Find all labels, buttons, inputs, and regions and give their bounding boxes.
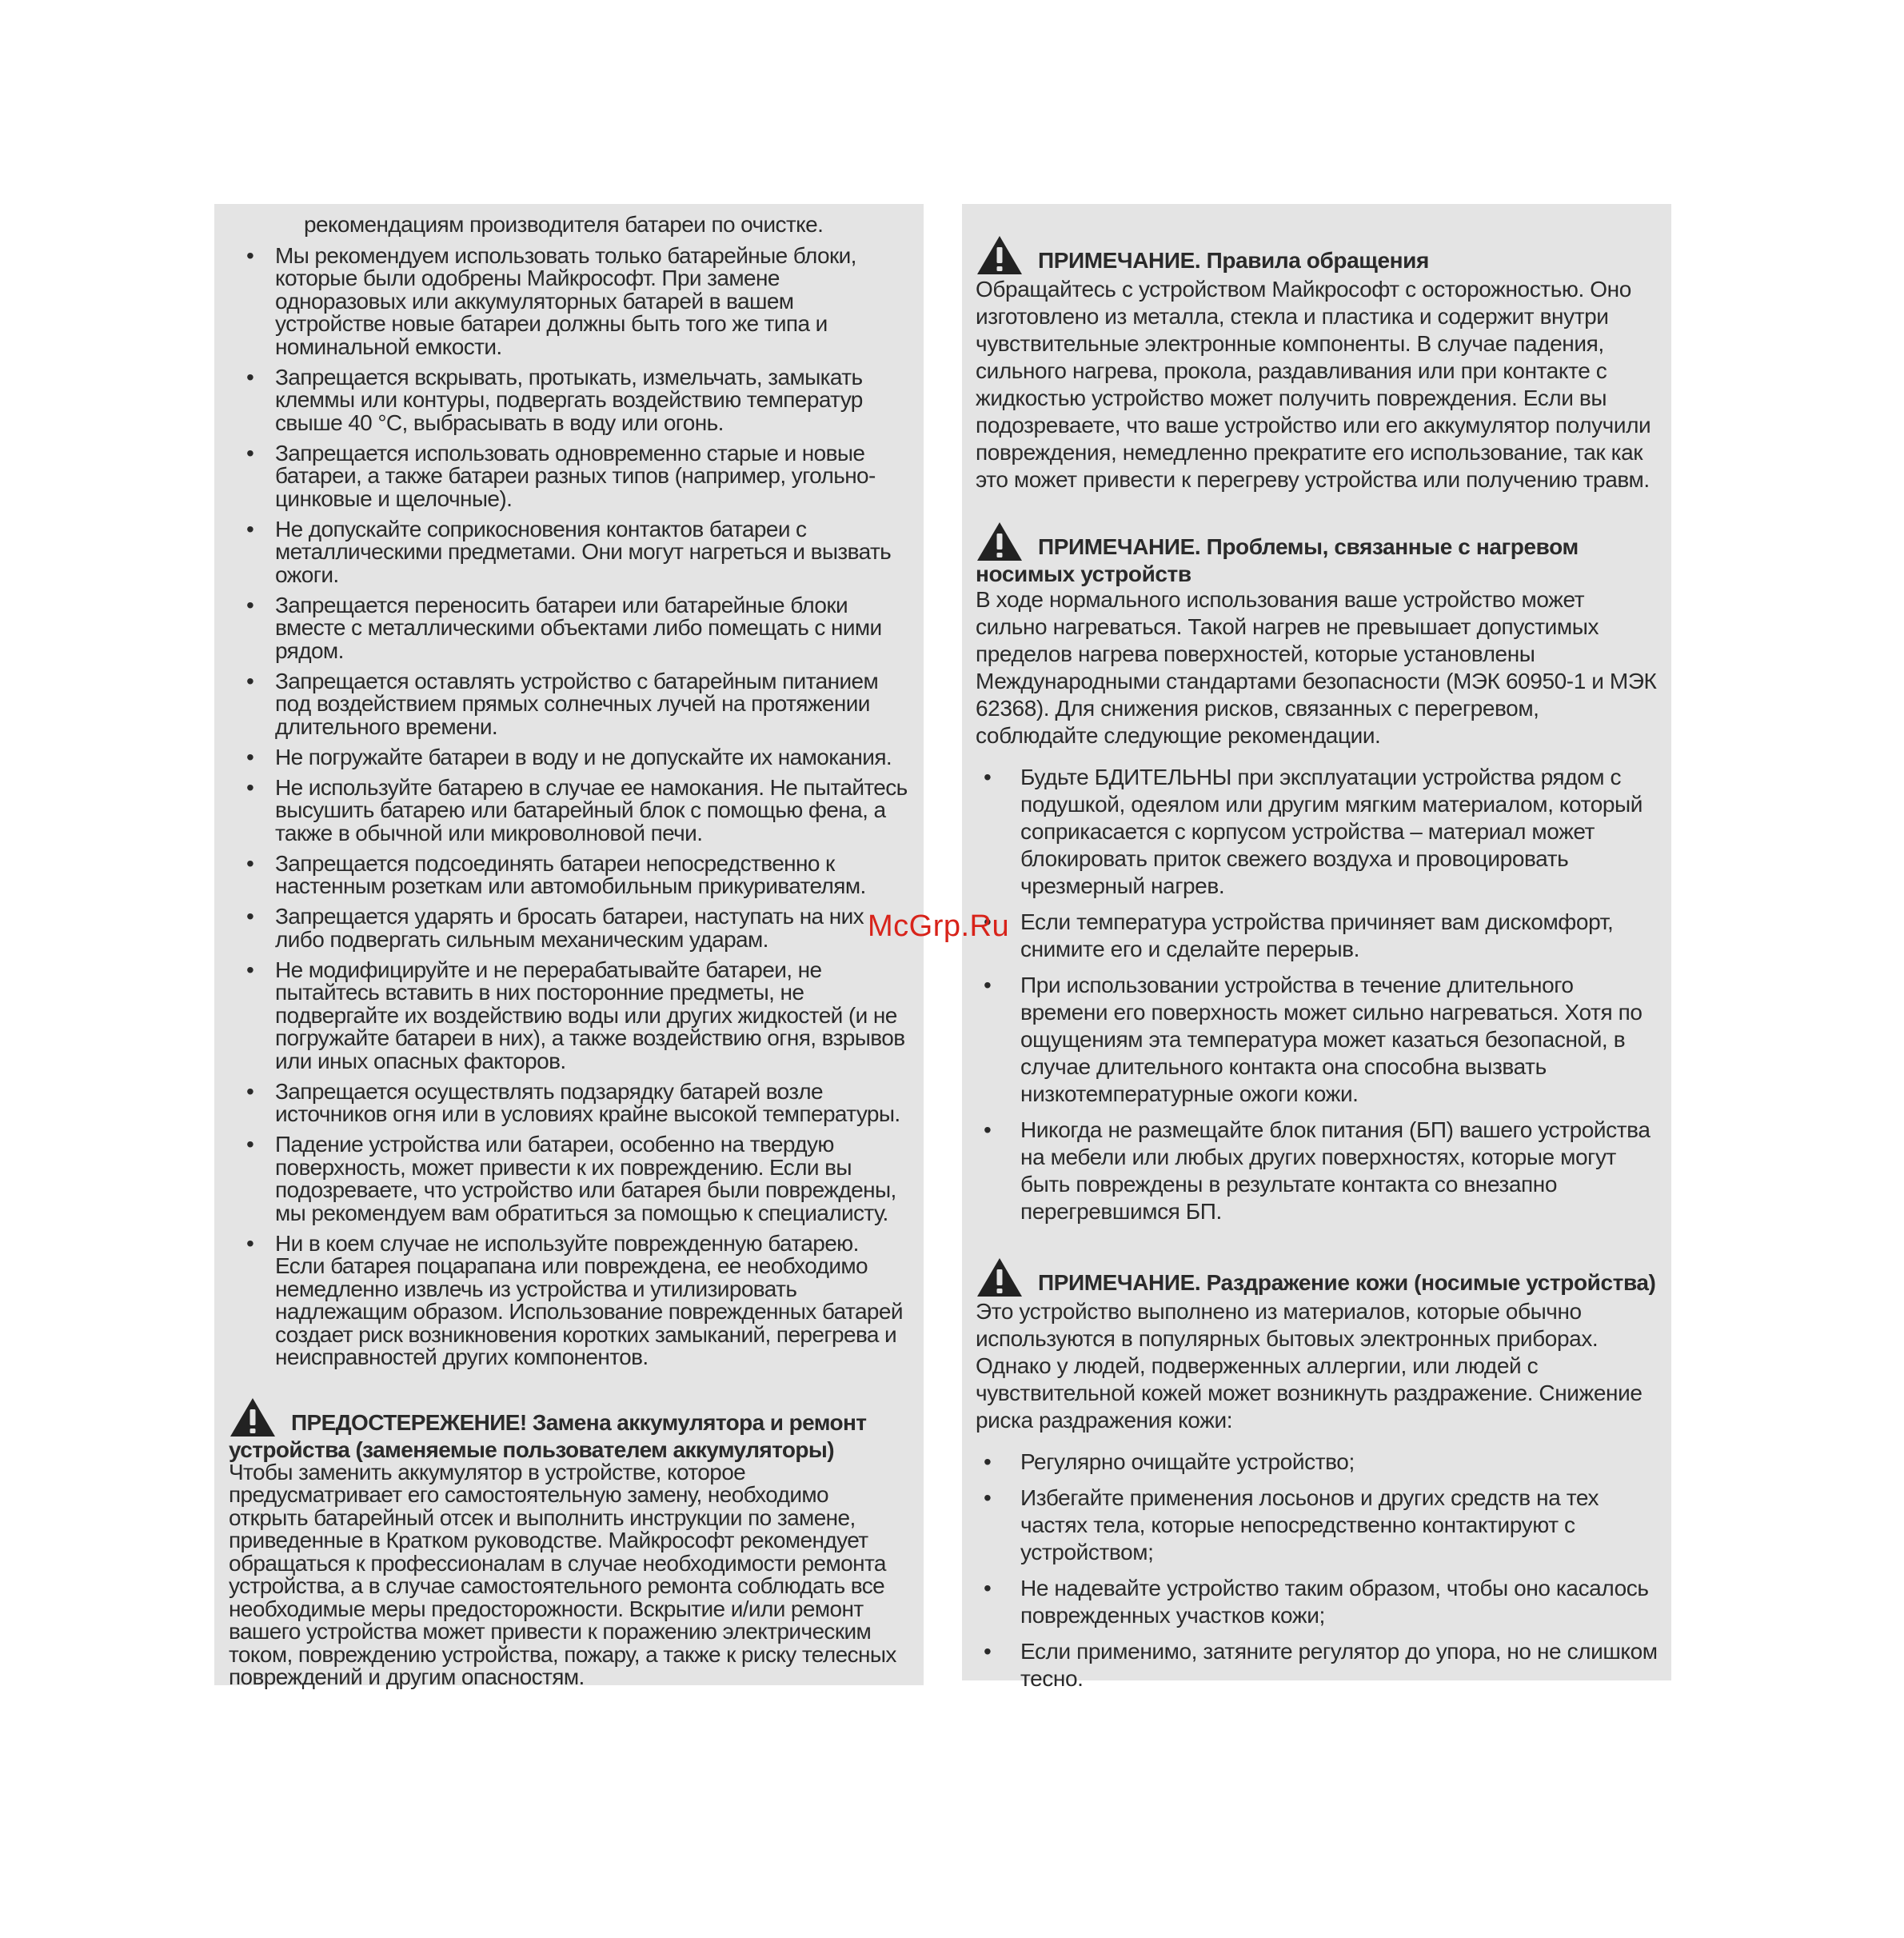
list-item: • При использовании устройства в течение длительного времени его поверхность может сильно нагреваться. Хотя по ощущениям эта температура может казаться безопасной, в случае длительного контакта она способна вызвать низкотемпературные ожоги кожи. (976, 972, 1660, 1108)
list-item: • Мы рекомендуем использовать только батарейные блоки, которые были одобрены Майкрософт. При замене одноразовых или аккумуляторных батарей в вашем устройстве новые батареи должны быть того же типа и номинальной емкости. (229, 245, 908, 359)
list-item: • Если применимо, затяните регулятор до упора, но не слишком тесно. (976, 1638, 1660, 1692)
list-item: • Запрещается оставлять устройство с батарейным питанием под воздействием прямых солнечных лучей на протяжении длительного времени. (229, 670, 908, 739)
list-item: • Запрещается ударять и бросать батареи, наступать на них либо подвергать сильным механическим ударам. (229, 905, 908, 951)
heat-note (976, 521, 1660, 1225)
left-column (214, 204, 924, 1689)
note-title: ПРИМЕЧАНИЕ. Правила обращения (1038, 248, 1429, 273)
list-item: • Никогда не размещайте блок питания (БП) вашего устройства на мебели или любых других поверхностях, которые могут быть повреждены в результате контакта со внезапно перегревшимся БП. (976, 1117, 1660, 1225)
list-item: • Будьте БДИТЕЛЬНЫ при эксплуатации устройства рядом с подушкой, одеялом или другим мягким материалом, который соприкасается с корпусом устройства – материал может блокировать приток свежего воздуха и провоцировать чрезмерный нагрев. (976, 764, 1660, 900)
list-item: • Если температура устройства причиняет вам дискомфорт, снимите его и сделайте перерыв. (976, 909, 1660, 963)
list-item: • Запрещается осуществлять подзарядку батарей возле источников огня или в условиях крайне высокой температуры. (229, 1081, 908, 1126)
list-item: • Ни в коем случае не используйте поврежденную батарею. Если батарея поцарапана или повреждена, ее необходимо немедленно извлечь из устройства и утилизировать надлежащим образом. Использование поврежденных батарей создает риск возникновения коротких замыканий, перегрева и неисправностей других компонентов. (229, 1233, 908, 1369)
right-column (962, 204, 1671, 1691)
list-item: • Регулярно очищайте устройство; (976, 1449, 1660, 1476)
note-title: ПРИМЕЧАНИЕ. Раздражение кожи (носимые устройства) (1038, 1270, 1656, 1295)
heat-tips-list (976, 764, 1660, 1225)
battery-replacement-warning (229, 1397, 908, 1689)
list-item: • Не погружайте батареи в воду и не допускайте их намокания. (229, 746, 908, 769)
list-item: • Не модифицируйте и не перерабатывайте батареи, не пытайтесь вставить в них посторонние предметы, не подвергайте их воздействию воды или других жидкостей (и не погружайте батареи в них), а также воздействию огня, взрывов или иных опасных факторов. (229, 959, 908, 1073)
handling-note (976, 234, 1660, 493)
list-item: • Запрещается вскрывать, протыкать, измельчать, замыкать клеммы или контуры, подвергать воздействию температур свыше 40 °C, выбрасывать в воду или огонь. (229, 366, 908, 435)
list-item: • Не допускайте соприкосновения контактов батареи с металлическими предметами. Они могут нагреться и вызвать ожоги. (229, 518, 908, 587)
warning-icon (229, 1397, 277, 1438)
list-item: • Падение устройства или батареи, особенно на твердую поверхность, может привести к их повреждению. Если вы подозреваете, что устройство или батарея были повреждены, мы рекомендуем вам обратиться за помощью к специалисту. (229, 1133, 908, 1225)
list-item: • Не надевайте устройство таким образом, чтобы оно касалось поврежденных участков кожи; (976, 1575, 1660, 1629)
note-body: Обращайтесь с устройством Майкрософт с осторожностью. Оно изготовлено из металла, стекла и пластика и содержит внутри чувствительные электронные компоненты. В случае падения, сильного нагрева, прокола, раздавливания или при контакте с жидкостью устройство может получить повреждения. Если вы подозреваете, что ваше устройство или его аккумулятор получили повреждения, немедленно прекратите его использование, так как это может привести к перегреву устройства или получению травм. (976, 277, 1651, 492)
continuation-text: рекомендациям производителя батареи по очистке. (304, 212, 824, 237)
note-body: В ходе нормального использования ваше устройство может сильно нагреваться. Такой нагрев не превышает допустимых пределов нагрева поверхностей, которые установлены Международными стандартами безопасности (МЭК 60950-1 и МЭК 62368). Для снижения рисков, связанных с перегревом, соблюдайте следующие рекомендации. (976, 587, 1657, 748)
warning-body: Чтобы заменить аккумулятор в устройстве, которое предусматривает его самостоятельную замену, необходимо открыть батарейный отсек и выполнить инструкции по замене, приведенные в Кратком руководстве. Майкрософт рекомендует обращаться к профессионалам в случае необходимости ремонта устройства, а в случае самостоятельного ремонта соблюдать все необходимые меры предосторожности. Вскрытие и/или ремонт вашего устройства может привести к поражению электрическим током, повреждению устройства, пожару, а также к риску телесных повреждений и другим опасностям. (229, 1459, 896, 1689)
list-item: • Запрещается переносить батареи или батарейные блоки вместе с металлическими объектами либо помещать с ними рядом. (229, 594, 908, 663)
skin-tips-list (976, 1449, 1660, 1692)
list-item: • Запрещается использовать одновременно старые и новые батареи, а также батареи разных типов (например, угольно-цинковые и щелочные). (229, 442, 908, 511)
list-item: • Запрещается подсоединять батареи непосредственно к настенным розеткам или автомобильным прикуривателям. (229, 853, 908, 898)
list-item: • Избегайте применения лосьонов и других средств на тех частях тела, которые непосредственно контактируют с устройством; (976, 1484, 1660, 1566)
note-title: ПРИМЕЧАНИЕ. Проблемы, связанные с нагревом носимых устройств (976, 534, 1579, 586)
warning-icon (976, 234, 1024, 276)
note-body: Это устройство выполнено из материалов, которые обычно используются в популярных бытовых электронных приборах. Однако у людей, подверженных аллергии, или людей с чувствительной кожей может возникнуть раздражение. Снижение риска раздражения кожи: (976, 1299, 1643, 1433)
list-item: • Не используйте батарею в случае ее намокания. Не пытайтесь высушить батарею или батарейный блок с помощью фена, а также в обычной или микроволновой печи. (229, 777, 908, 845)
warning-icon (976, 1257, 1024, 1298)
skin-irritation-note (976, 1257, 1660, 1692)
battery-safety-list (229, 242, 908, 1369)
warning-title: ПРЕДОСТЕРЕЖЕНИЕ! Замена аккумулятора и ремонт устройства (заменяемые пользователем аккумуляторы) (229, 1409, 867, 1462)
watermark: McGrp.Ru (868, 909, 1010, 943)
warning-icon (976, 521, 1024, 562)
